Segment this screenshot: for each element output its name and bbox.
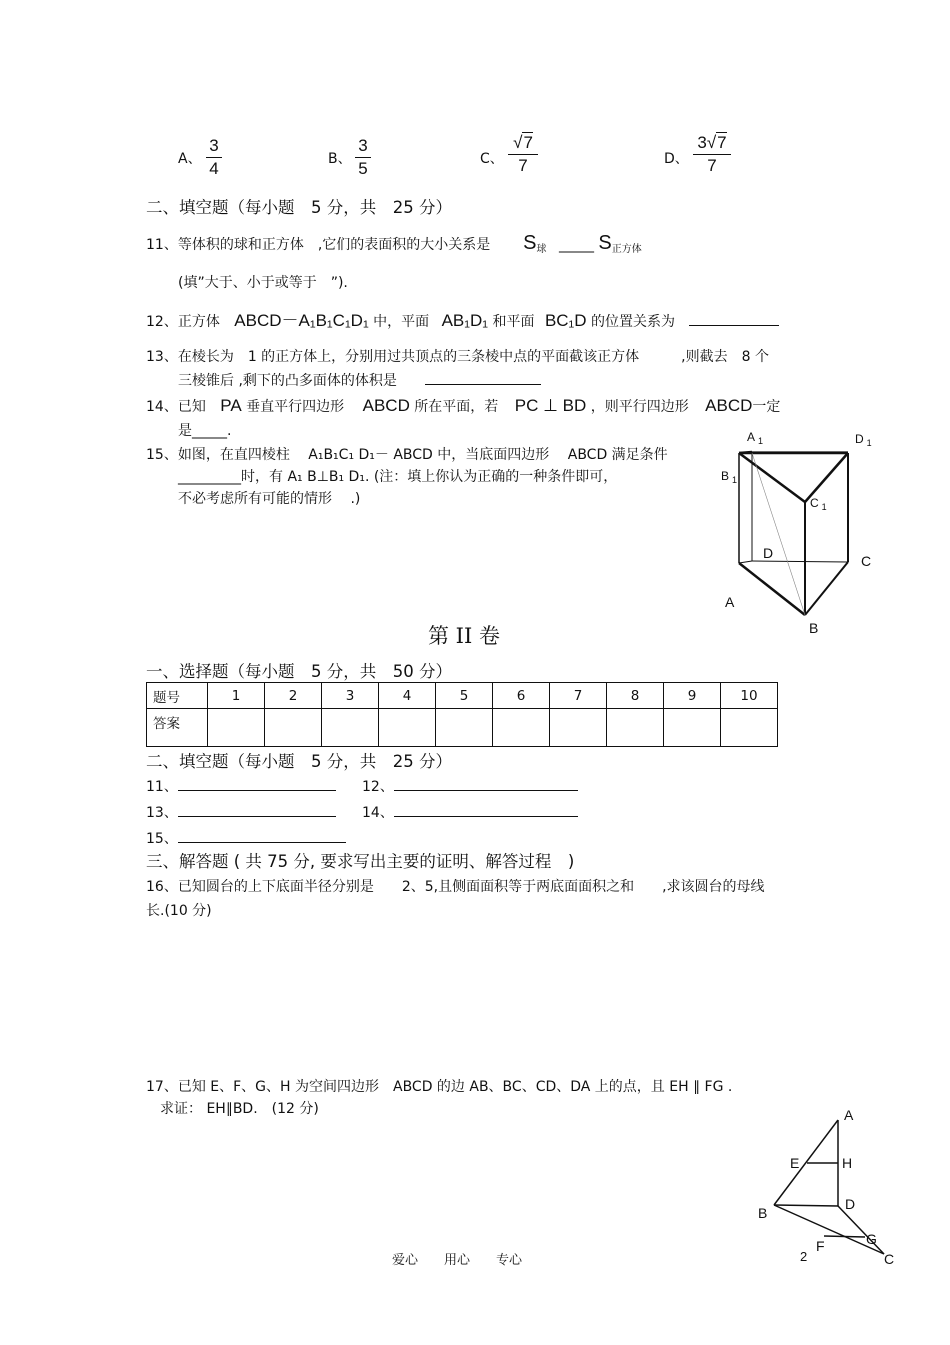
q14-mid1: 垂直平行四边形 <box>246 399 345 415</box>
fig2-label-d: D <box>845 1196 856 1212</box>
fill-line-11 <box>146 776 336 796</box>
table-cell: 2 <box>265 683 322 709</box>
label-a: A <box>725 594 735 610</box>
table-cell: 3 <box>322 683 379 709</box>
fill-blank-15[interactable] <box>178 829 346 843</box>
quadrilateral-figure <box>752 1102 902 1274</box>
question-16-line2: 长.(10 分) <box>146 903 212 919</box>
option-c-denominator: 7 <box>518 156 528 175</box>
option-d-numerator: 3√7 <box>693 132 731 155</box>
q12-math-plane2: BC₁D <box>544 311 587 330</box>
table-cell: 7 <box>550 683 607 709</box>
answer-cell[interactable] <box>379 709 436 747</box>
label-a1: A $_1$ <box>747 430 764 446</box>
option-a-label: A、 <box>178 151 202 167</box>
option-a-fraction <box>206 135 222 180</box>
fill-label-13: 13、 <box>146 805 178 821</box>
answer-cell[interactable] <box>322 709 379 747</box>
fill-blank-13[interactable] <box>178 803 336 817</box>
option-b-fraction <box>355 135 371 180</box>
label-c: C <box>861 553 872 569</box>
label-b1: B $_1$ <box>721 469 738 485</box>
question-17-line2: 求证： EH∥BD. (12 分) <box>160 1101 319 1117</box>
fill-line-12 <box>362 776 578 796</box>
question-14-line2: 是_____. <box>178 423 232 439</box>
answer-cell[interactable] <box>436 709 493 747</box>
header-label-cell: 题号 <box>147 683 208 709</box>
answer-cell[interactable] <box>721 709 778 747</box>
q14-mid2: 所在平面，若 <box>414 399 499 415</box>
part2-fill-heading: 二、填空题（每小题 5 分，共 25 分） <box>146 752 452 771</box>
q14-math-abcd2: ABCD <box>705 396 753 415</box>
table-row <box>147 683 778 709</box>
q11-blank: _____ <box>558 237 594 253</box>
table-cell: 8 <box>607 683 664 709</box>
option-c-label: C、 <box>480 151 504 167</box>
fill-blank-11[interactable] <box>178 777 336 791</box>
answer-cell[interactable] <box>265 709 322 747</box>
q12-answer-blank <box>689 325 779 326</box>
option-d-label: D、 <box>664 151 689 167</box>
fig2-label-g: G <box>866 1231 877 1247</box>
q13-line2-text: 三棱锥后 ,剩下的凸多面体的体积是 <box>178 373 397 389</box>
q12-mid2: 和平面 <box>492 314 535 330</box>
footer-text: 爱心 用心 专心 <box>392 1253 523 1268</box>
q14-math-abcd: ABCD <box>362 396 410 415</box>
answer-cell[interactable] <box>208 709 265 747</box>
q11-s-cube-sub: 正方体 <box>611 244 642 255</box>
question-14 <box>146 396 780 416</box>
option-b-numerator: 3 <box>355 135 371 158</box>
fig2-label-e: E <box>790 1155 800 1171</box>
fill-blank-12[interactable] <box>394 777 578 791</box>
q14-mid3: ，则平行四边形 <box>590 399 689 415</box>
q12-suffix: 的位置关系为 <box>591 314 676 330</box>
option-c-numerator: √7 <box>508 132 538 155</box>
option-c-fraction <box>508 132 538 177</box>
page-number: 2 <box>800 1249 808 1264</box>
fig2-label-f: F <box>816 1238 825 1254</box>
question-13-line2 <box>178 370 541 390</box>
fill-blank-14[interactable] <box>394 803 578 817</box>
answer-cell[interactable] <box>664 709 721 747</box>
table-cell: 9 <box>664 683 721 709</box>
fill-line-13 <box>146 802 336 822</box>
fill-label-14: 14、 <box>362 805 394 821</box>
part-2-title: 第 II 卷 <box>428 624 500 648</box>
label-c1: C $_1$ <box>810 496 827 512</box>
q14-prefix: 14、已知 <box>146 399 206 415</box>
q14-math-pa: PA <box>220 396 242 415</box>
option-a-numerator: 3 <box>206 135 222 158</box>
fill-line-14 <box>362 802 578 822</box>
question-16-line1: 16、已知圆台的上下底面半径分别是 2、5,且侧面面积等于两底面面积之和 ,求该圆台的母线 <box>146 879 765 895</box>
part2-solve-heading: 三、解答题 ( 共 75 分, 要求写出主要的证明、解答过程 ) <box>146 852 575 871</box>
table-cell: 4 <box>379 683 436 709</box>
q14-suffix: 一定 <box>752 399 781 415</box>
question-13-line1: 13、在棱长为 1 的正方体上，分别用过共顶点的三条棱中点的平面截该正方体 ,则截去 8 个 <box>146 349 769 365</box>
option-a-denominator: 4 <box>209 159 219 178</box>
option-b-label: B、 <box>328 151 352 167</box>
table-cell: 6 <box>493 683 550 709</box>
fig2-label-a: A <box>844 1107 854 1123</box>
q12-mid1: 中，平面 <box>373 314 430 330</box>
q12-math-plane1: AB₁D₁ <box>441 311 489 330</box>
q11-s-cube: S <box>598 232 612 254</box>
question-15-line2: _________时，有 A₁ B⊥B₁ D₁. (注：填上你认为正确的一种条件即可， <box>178 469 618 485</box>
question-15-line1: 15、如图，在直四棱柱 A₁B₁C₁ D₁－ ABCD 中，当底面四边形 ABCD 满足条件 <box>146 447 668 463</box>
prism-figure <box>715 425 885 645</box>
answer-table <box>146 682 778 747</box>
option-b-denominator: 5 <box>358 159 368 178</box>
answer-cell[interactable] <box>493 709 550 747</box>
label-d: D <box>763 545 774 561</box>
question-17-line1: 17、已知 E、F、G、H 为空间四边形 ABCD 的边 AB、BC、CD、DA 上的点，且 EH ∥ FG . <box>146 1079 733 1095</box>
fill-label-15: 15、 <box>146 831 178 847</box>
table-cell: 10 <box>721 683 778 709</box>
question-12 <box>146 306 779 331</box>
option-d-fraction <box>693 132 731 177</box>
table-cell: 5 <box>436 683 493 709</box>
answer-cell[interactable] <box>550 709 607 747</box>
q14-math-perp: PC ⊥ BD <box>514 396 587 415</box>
question-11 <box>146 232 642 255</box>
fill-blank-heading: 二、填空题（每小题 5 分，共 25 分） <box>146 198 452 217</box>
q11-text: 11、等体积的球和正方体 ,它们的表面积的大小关系是 <box>146 237 491 253</box>
q11-s-sphere: S <box>523 232 537 254</box>
q12-prefix: 12、正方体 <box>146 314 220 330</box>
fig2-label-h: H <box>842 1155 853 1171</box>
fill-label-12: 12、 <box>362 779 394 795</box>
option-d-denominator: 7 <box>707 156 717 175</box>
question-15-line3: 不必考虑所有可能的情形 .) <box>178 491 361 507</box>
label-d1: D $_1$ <box>855 432 872 448</box>
table-cell: 1 <box>208 683 265 709</box>
fill-label-11: 11、 <box>146 779 178 795</box>
table-row <box>147 709 778 747</box>
fill-line-15 <box>146 828 346 848</box>
q12-math-cube: ABCD－A₁B₁C₁D₁ <box>234 311 369 330</box>
q13-answer-blank <box>425 384 541 385</box>
answer-cell[interactable] <box>607 709 664 747</box>
answer-label-cell: 答案 <box>147 709 208 747</box>
question-11-line2: (填”大于、小于或等于 ”). <box>178 275 348 291</box>
q11-s-sphere-sub: 球 <box>536 244 547 255</box>
label-b: B <box>809 620 819 636</box>
fig2-label-b: B <box>758 1205 768 1221</box>
part2-choice-heading: 一、选择题（每小题 5 分，共 50 分） <box>146 662 452 681</box>
fig2-label-c: C <box>884 1251 895 1267</box>
